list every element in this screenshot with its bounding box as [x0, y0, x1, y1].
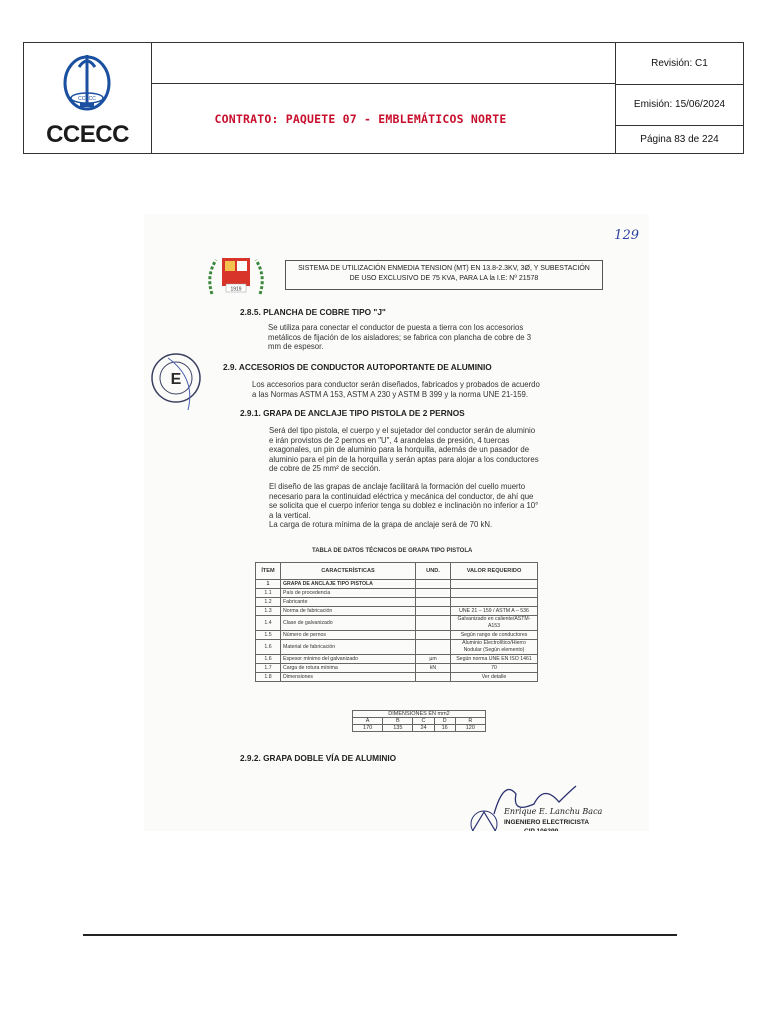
section-291-paragraph1: Será del tipo pistola, el cuerpo y el sujetador del conductor serán de aluminio e irán provistos de 2 pernos en "U", 4 arandelas de presión, 4 tuercas exagonales, un pin de aluminio para la horquilla, además de un pasador de aluminio para el pin de la horquilla y serán aptas para alojar a los conductores de cobre de 25 mm² de sección. — [269, 426, 539, 474]
dimensions-table — [352, 710, 486, 732]
col-header-item: ÍTEM — [256, 563, 281, 580]
table-row: 1.6 Material de fabricación Aluminio Electrolítico/Hierro Nodular (Según elemento) — [256, 640, 538, 655]
section-292-title: 2.9.2. GRAPA DOBLE VÍA DE ALUMINIO — [240, 753, 397, 763]
table-row: 1.3 Norma de fabricación UNE 21 – 159 / ASTM A – 536 — [256, 607, 538, 616]
svg-text:CCECC: CCECC — [78, 96, 96, 102]
col-header-value: VALOR REQUERIDO — [451, 563, 538, 580]
table-row: 1.8 Dimensiones Ver detalle — [256, 673, 538, 682]
header-contract-cell — [151, 84, 616, 153]
table-row: 1.7 Carga de rotura mínima kN 70 — [256, 664, 538, 673]
emblem-year: 1919 — [230, 286, 242, 293]
section-29-title: 2.9. ACCESORIOS DE CONDUCTOR AUTOPORTANTE DE ALUMINIO — [223, 362, 492, 372]
header-empty-cell — [151, 43, 616, 84]
section-285-title: 2.8.5. PLANCHA DE COBRE TIPO "J" — [240, 307, 386, 317]
technical-data-table — [255, 562, 538, 682]
project-title-box — [285, 260, 603, 290]
revision-label: Revisión: C1 — [616, 43, 743, 85]
section-291-paragraph2: El diseño de las grapas de anclaje facilitará la formación del cuello muerto necesario para la continuidad eléctrica y mecánica del conductor, de ahí que se solicita que el cuerpo inferior tenga su doblez e inclinación no inferior a 10° a la vertical. La carga de rotura mínima de la grapa de anclaje será de 70 kN. — [269, 482, 539, 530]
col-header-unit: UND. — [416, 563, 451, 580]
dimensions-title: DIMENSIONES EN mm2 — [353, 711, 486, 718]
table-row: 1.2 Fabricante — [256, 598, 538, 607]
signature-name: Enrique E. Lanchu Baca — [504, 807, 603, 816]
dimensions-header-row: A B C D R — [353, 718, 486, 725]
project-title-line2: DE USO EXCLUSIVO DE 75 KVA, PARA LA la I.E: Nº 21578 — [349, 275, 539, 282]
signature-title: INGENIERO ELECTRICISTA — [504, 819, 590, 826]
project-title-line1: SISTEMA DE UTILIZACIÓN ENMEDIA TENSION (MT) EN 13.8-2.3KV, 3Ø, Y SUBESTACIÓN — [298, 265, 590, 272]
col-header-characteristics: CARACTERÍSTICAS — [281, 563, 416, 580]
page-number: Página 83 de 224 — [640, 133, 719, 145]
signature-cip: CIP 106399 — [524, 828, 559, 834]
scanned-page — [144, 214, 649, 834]
table-row: 1 GRAPA DE ANCLAJE TIPO PISTOLA — [256, 580, 538, 589]
table-row: 1.5 Número de pernos Según rango de conductores — [256, 631, 538, 640]
section-291-title: 2.9.1. GRAPA DE ANCLAJE TIPO PISTOLA DE 2 PERNOS — [240, 408, 465, 418]
footer-rule — [83, 934, 677, 936]
school-emblem-icon — [202, 254, 270, 302]
table-header-row — [256, 563, 538, 580]
document-header — [23, 42, 744, 154]
table-row: 1.6 Espesor mínimo del galvanizado µm Según norma UNE EN ISO 1461 — [256, 655, 538, 664]
table-row: 1.4 Clase de galvanizado Galvanizado en caliente/ASTM-A153 — [256, 616, 538, 631]
table-caption: TABLA DE DATOS TÉCNICOS DE GRAPA TIPO PISTOLA — [312, 548, 473, 554]
contract-title: CONTRATO: PAQUETE 07 - EMBLEMÁTICOS NORTE — [214, 111, 507, 126]
engineer-signature-stamp — [464, 774, 649, 834]
section-285-text: Se utiliza para conectar el conductor de puesta a tierra con los accesorios metálicos de fijación de los aisladores; se fabrica con plancha de cobre de 3 mm de espesor. — [268, 323, 532, 352]
dimensions-value-row: 170 135 24 16 120 — [353, 725, 486, 732]
stamp-letter: E — [170, 371, 182, 388]
round-stamp-icon — [148, 348, 208, 412]
logo-text: CCECC — [46, 121, 129, 148]
company-logo — [24, 43, 152, 153]
table-row: 1.1 País de procedencia — [256, 589, 538, 598]
handwritten-page-number: 129 — [614, 228, 639, 243]
section-29-text: Los accesorios para conductor serán diseñados, fabricados y probados de acuerdo a las Normas ASTM A 153, ASTM A 230 y ASTM B 399 y la norma UNE 21-159. — [252, 380, 540, 399]
emission-date: Emisión: 15/06/2024 — [616, 84, 743, 126]
ccecc-emblem-icon — [24, 43, 151, 123]
